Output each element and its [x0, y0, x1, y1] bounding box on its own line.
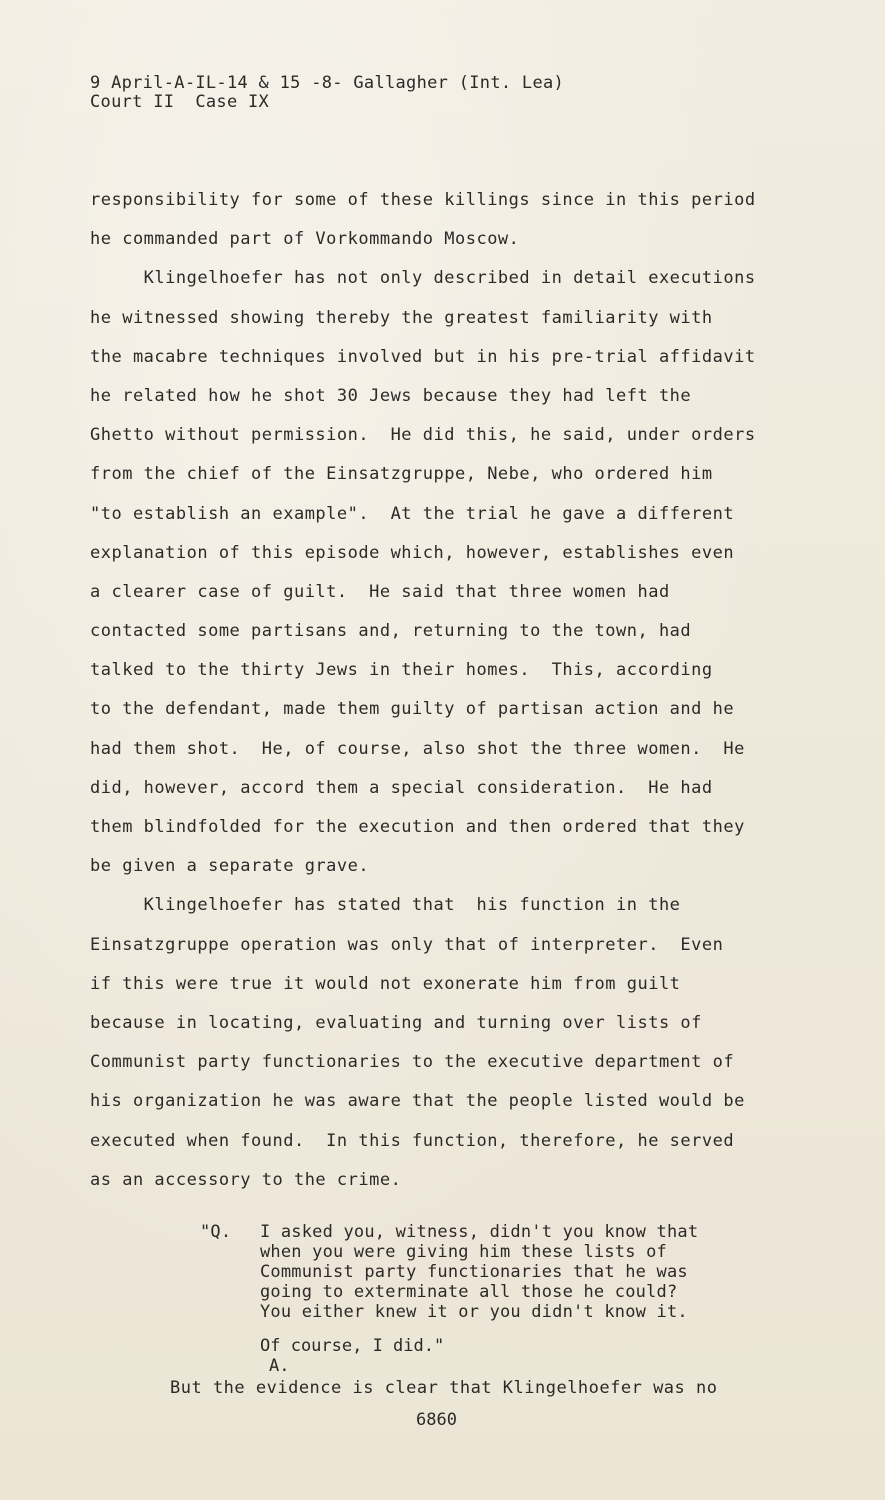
- body-line: contacted some partisans and, returning to the town, had: [90, 621, 692, 642]
- body-line: executed when found. In this function, therefore, he served: [90, 1130, 735, 1151]
- body-line: had them shot. He, of course, also shot the three women. He: [90, 738, 745, 759]
- body-line: talked to the thirty Jews in their homes. This, according: [90, 660, 713, 681]
- body-line: his organization he was aware that the people listed would be: [90, 1091, 745, 1112]
- question-row: [228, 1282, 678, 1302]
- question-line: when you were giving him these lists of: [260, 1242, 667, 1262]
- question-row: [200, 1222, 699, 1242]
- body-line: did, however, accord them a special consideration. He had: [90, 777, 713, 798]
- body-line: the macabre techniques involved but in his pre-trial affidavit: [90, 346, 756, 367]
- body-line: Communist party functionaries to the executive department of: [90, 1052, 735, 1073]
- body-line: if this were true it would not exonerate him from guilt: [90, 973, 681, 994]
- question-row: [228, 1302, 688, 1322]
- answer-text: Of course, I did.": [260, 1336, 445, 1356]
- question-line: I asked you, witness, didn't you know that: [260, 1222, 699, 1242]
- question-line: Communist party functionaries that he was: [260, 1262, 688, 1282]
- body-line: he related how he shot 30 Jews because they had left the: [90, 385, 692, 406]
- body-line: he witnessed showing thereby the greatest familiarity with: [90, 307, 713, 328]
- question-line: You either knew it or you didn't know it.: [260, 1302, 688, 1322]
- body-line: from the chief of the Einsatzgruppe, Nebe, who ordered him: [90, 464, 713, 485]
- answer-label: A.: [268, 1356, 290, 1376]
- page-number: 6860: [416, 1410, 457, 1430]
- body-line: explanation of this episode which, however, establishes even: [90, 542, 735, 563]
- body-line: he commanded part of Vorkommando Moscow.: [90, 229, 520, 250]
- closing-line: But the evidence is clear that Klingelhoefer was no: [170, 1378, 718, 1398]
- body-line: because in locating, evaluating and turning over lists of: [90, 1012, 702, 1033]
- question-row: [228, 1242, 667, 1262]
- body-line: Klingelhoefer has stated that his function in the: [90, 895, 681, 916]
- body-line: to the defendant, made them guilty of partisan action and he: [90, 699, 735, 720]
- header-line-2: Court II Case IX: [90, 92, 270, 112]
- body-line: "to establish an example". At the trial he gave a different: [90, 503, 735, 524]
- body-line: them blindfolded for the execution and then ordered that they: [90, 817, 745, 837]
- page-header: [90, 74, 564, 112]
- body-line: Ghetto without permission. He did this, he said, under orders: [90, 425, 756, 446]
- body-text: [90, 190, 830, 1209]
- body-line: responsibility for some of these killings since in this period: [90, 190, 756, 210]
- body-line: a clearer case of guilt. He said that three women had: [90, 581, 670, 602]
- answer-row: [228, 1336, 445, 1416]
- body-line: be given a separate grave.: [90, 856, 370, 877]
- testimony-quote: [200, 1222, 699, 1322]
- body-line: as an accessory to the crime.: [90, 1169, 402, 1190]
- body-line: Einsatzgruppe operation was only that of interpreter. Even: [90, 934, 724, 955]
- question-line: going to exterminate all those he could?: [260, 1282, 678, 1302]
- body-line: Klingelhoefer has not only described in detail executions: [90, 268, 756, 289]
- question-row: [228, 1262, 688, 1282]
- header-line-1: 9 April-A-IL-14 & 15 -8- Gallagher (Int. Lea): [90, 73, 565, 93]
- question-label: "Q.: [200, 1222, 232, 1242]
